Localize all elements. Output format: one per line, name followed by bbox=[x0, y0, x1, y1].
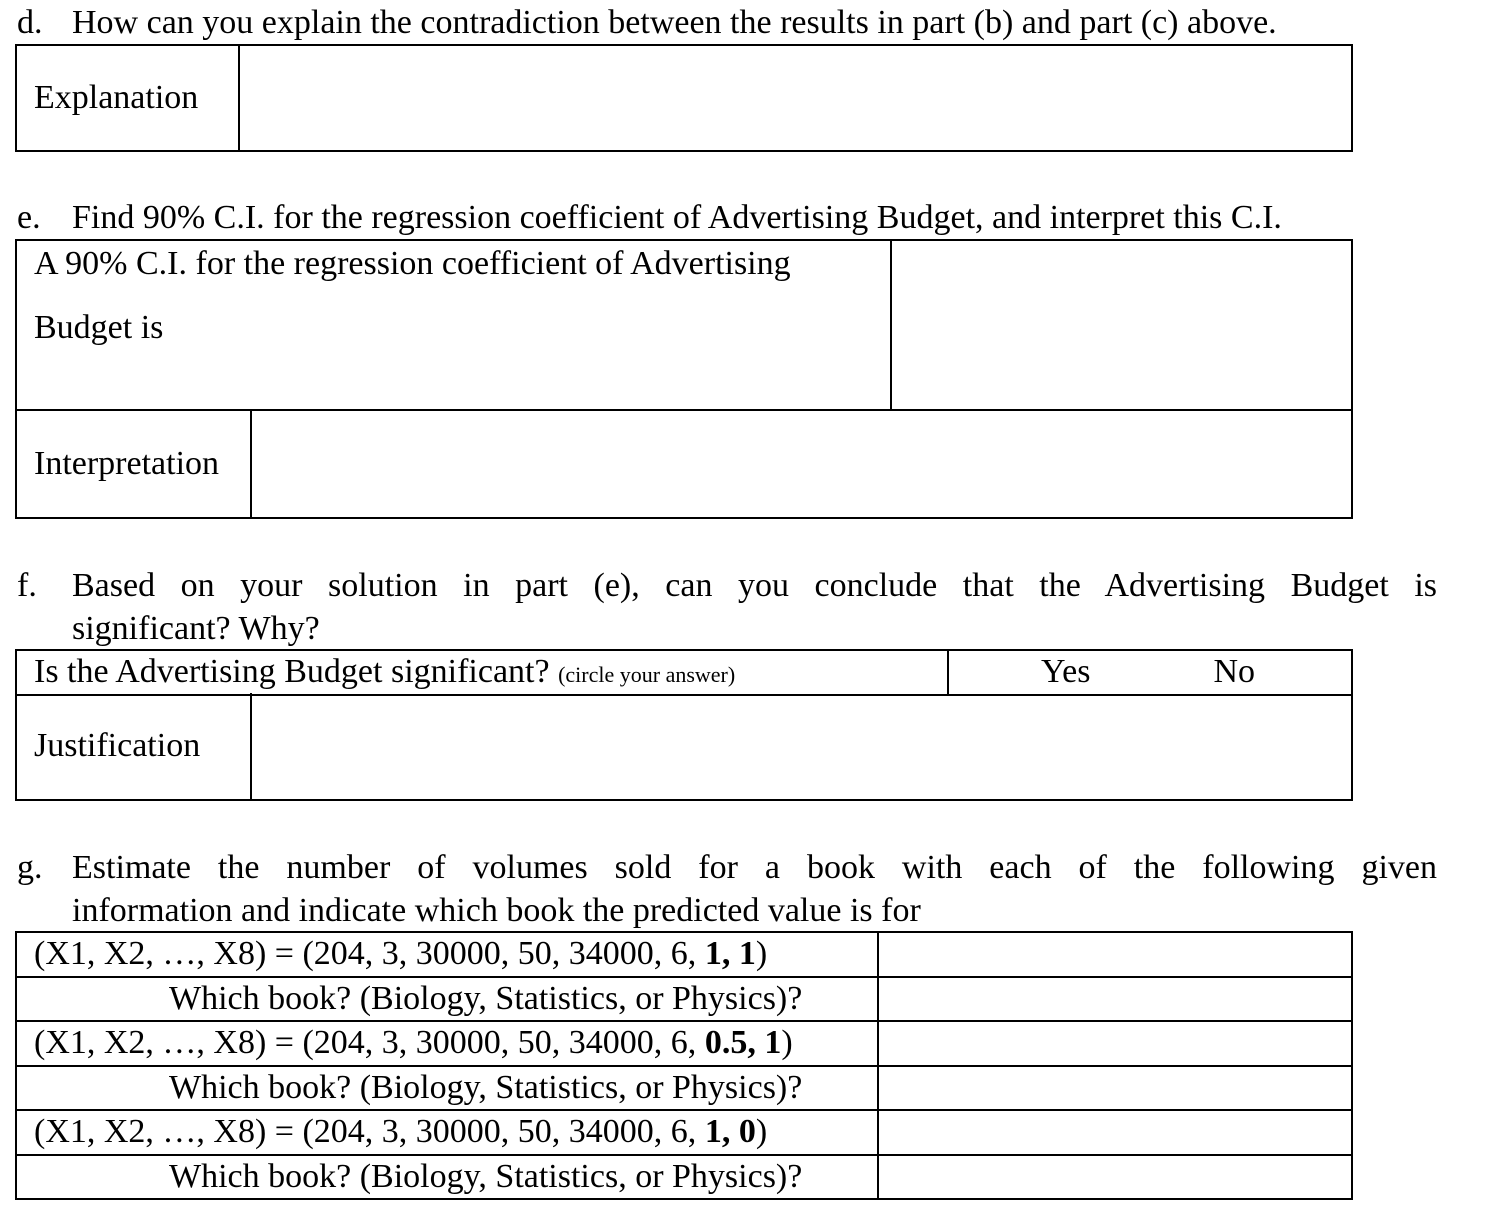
question-g-text bbox=[72, 847, 1437, 932]
question-g-line2: information and indicate which book the predicted value is for bbox=[72, 891, 921, 929]
predictor-values bbox=[16, 932, 878, 977]
ci-label-line2: Budget is bbox=[34, 309, 164, 346]
no-option[interactable]: No bbox=[1213, 653, 1256, 690]
table-row bbox=[16, 932, 1352, 977]
justification-label: Justification bbox=[16, 693, 251, 800]
predictor-values bbox=[16, 1021, 878, 1066]
question-f-label: f. bbox=[17, 567, 37, 604]
which-book-answer-cell[interactable] bbox=[878, 1066, 1352, 1111]
question-e bbox=[17, 197, 1437, 240]
question-g-label: g. bbox=[17, 849, 43, 886]
table-g-estimates bbox=[15, 931, 1353, 1200]
ci-answer-cell[interactable] bbox=[891, 240, 1352, 410]
table-e-ci bbox=[15, 239, 1353, 411]
table-row bbox=[16, 1021, 1352, 1066]
question-f bbox=[17, 565, 1437, 650]
predictor-prefix: (X1, X2, …, X8) = (204, 3, 30000, 50, 34000, 6, bbox=[34, 1113, 705, 1150]
ci-label-line1: A 90% C.I. for the regression coefficient of Advertising bbox=[34, 245, 791, 282]
significance-question-cell bbox=[16, 650, 948, 695]
question-f-line1: Based on your solution in part (e), can you conclude that the Advertising Budget is bbox=[72, 567, 1437, 604]
justification-answer-cell[interactable] bbox=[251, 693, 1352, 800]
table-f-justification bbox=[15, 693, 1353, 801]
question-g-line1: Estimate the number of volumes sold for a book with each of the following given bbox=[72, 849, 1437, 886]
yes-option[interactable]: Yes bbox=[1041, 653, 1091, 690]
predictor-dummy-values: 1, 1 bbox=[704, 935, 756, 972]
explanation-label: Explanation bbox=[16, 45, 239, 151]
question-e-label: e. bbox=[17, 199, 41, 236]
ci-label-cell bbox=[16, 240, 891, 410]
interpretation-label: Interpretation bbox=[16, 411, 251, 518]
circle-hint: (circle your answer) bbox=[558, 662, 736, 687]
estimate-answer-cell[interactable] bbox=[878, 932, 1352, 977]
question-d-text: How can you explain the contradiction between the results in part (b) and part (c) above. bbox=[72, 4, 1277, 41]
estimate-answer-cell[interactable] bbox=[878, 1110, 1352, 1155]
which-book-answer-cell[interactable] bbox=[878, 1155, 1352, 1200]
predictor-suffix: ) bbox=[755, 935, 768, 972]
table-row bbox=[16, 977, 1352, 1022]
table-row bbox=[16, 1155, 1352, 1200]
predictor-prefix: (X1, X2, …, X8) = (204, 3, 30000, 50, 34000, 6, bbox=[34, 1024, 705, 1061]
table-f-significance bbox=[15, 649, 1353, 696]
question-d-label: d. bbox=[17, 4, 43, 41]
which-book-answer-cell[interactable] bbox=[878, 977, 1352, 1022]
question-f-text bbox=[72, 565, 1437, 650]
table-d bbox=[15, 44, 1353, 152]
predictor-values bbox=[16, 1110, 878, 1155]
table-row bbox=[16, 1110, 1352, 1155]
explanation-answer-cell[interactable] bbox=[239, 45, 1352, 151]
table-e-interpretation bbox=[15, 411, 1353, 519]
predictor-suffix: ) bbox=[755, 1113, 768, 1150]
which-book-question: Which book? (Biology, Statistics, or Physics)? bbox=[16, 977, 878, 1022]
predictor-prefix: (X1, X2, …, X8) = (204, 3, 30000, 50, 34000, 6, bbox=[34, 935, 705, 972]
significance-question: Is the Advertising Budget significant? bbox=[34, 653, 550, 690]
predictor-dummy-values: 1, 0 bbox=[704, 1113, 756, 1150]
interpretation-answer-cell[interactable] bbox=[251, 411, 1352, 518]
question-e-text: Find 90% C.I. for the regression coefficient of Advertising Budget, and interpret this C.I. bbox=[72, 199, 1282, 236]
table-row bbox=[16, 1066, 1352, 1111]
which-book-question: Which book? (Biology, Statistics, or Physics)? bbox=[16, 1155, 878, 1200]
question-d bbox=[17, 2, 1437, 45]
estimate-answer-cell[interactable] bbox=[878, 1021, 1352, 1066]
predictor-dummy-values: 0.5, 1 bbox=[704, 1024, 782, 1061]
predictor-suffix: ) bbox=[781, 1024, 793, 1061]
question-g bbox=[17, 847, 1437, 932]
question-f-line2: significant? Why? bbox=[72, 609, 320, 647]
yes-no-cell bbox=[948, 650, 1352, 695]
which-book-question: Which book? (Biology, Statistics, or Physics)? bbox=[16, 1066, 878, 1111]
